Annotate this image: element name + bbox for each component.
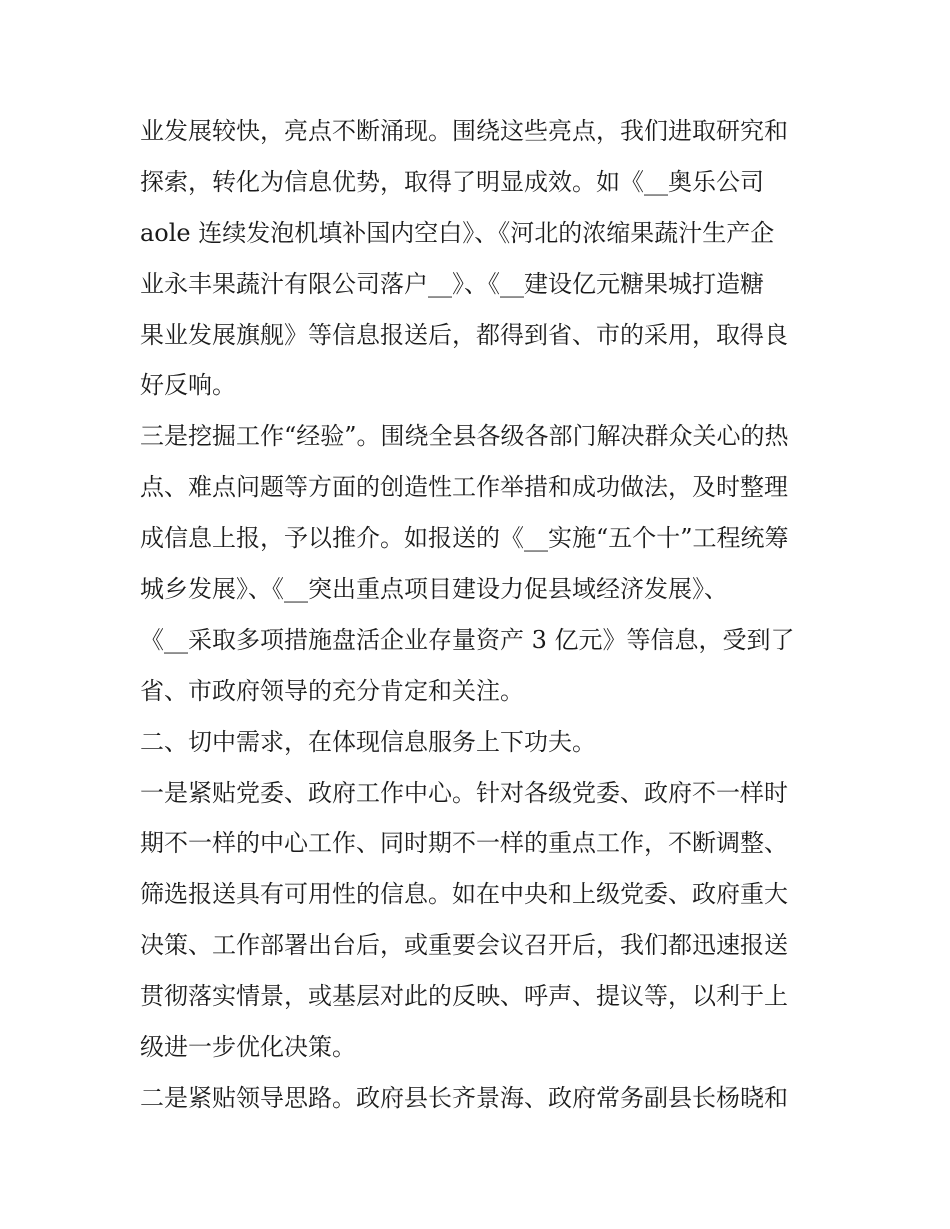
text-line: 探索，转化为信息优势，取得了明显成效。如《__奥乐公司 (140, 167, 764, 196)
text-line: 贯彻落实情景，或基层对此的反映、呼声、提议等，以利于上 (140, 982, 788, 1011)
text-line: 果业发展旗舰》等信息报送后，都得到省、市的采用，取得良 (140, 320, 788, 349)
text-line: 好反响。 (140, 371, 236, 400)
text-line: 筛选报送具有可用性的信息。如在中央和上级党委、政府重大 (140, 880, 788, 909)
text-line: 级进一步优化决策。 (140, 1033, 356, 1062)
text-line: 成信息上报，予以推介。如报送的《__实施“五个十”工程统筹 (140, 524, 789, 553)
text-line: 业发展较快，亮点不断涌现。围绕这些亮点，我们进取研究和 (140, 117, 788, 145)
text-line: 《__采取多项措施盘活企业存量资产 3 亿元》等信息，受到了 (140, 625, 795, 654)
text-line: 业永丰果蔬汁有限公司落户__》、《__建设亿元糖果城打造糖 (140, 269, 764, 298)
body-text (140, 106, 820, 1124)
text-line: 三是挖掘工作“经验”。围绕全县各级各部门解决群众关心的热 (140, 422, 789, 451)
text-line: 期不一样的中心工作、同时期不一样的重点工作，不断调整、 (140, 829, 788, 858)
text-line: 点、难点问题等方面的创造性工作举措和成功做法，及时整理 (140, 473, 788, 502)
text-line: 省、市政府领导的充分肯定和关注。 (140, 676, 524, 705)
text-line: aole 连续发泡机填补国内空白》、《河北的浓缩果蔬汁生产企 (140, 218, 775, 247)
text-line: 决策、工作部署出台后，或重要会议召开后，我们都迅速报送 (140, 931, 788, 960)
text-line: 城乡发展》、《__突出重点项目建设力促县域经济发展》、 (140, 575, 728, 604)
section-heading: 二、切中需求，在体现信息服务上下功夫。 (140, 727, 596, 756)
text-line: 二是紧贴领导思路。政府县长齐景海、政府常务副县长杨晓和 (140, 1083, 788, 1112)
text-line: 一是紧贴党委、政府工作中心。针对各级党委、政府不一样时 (140, 778, 788, 807)
